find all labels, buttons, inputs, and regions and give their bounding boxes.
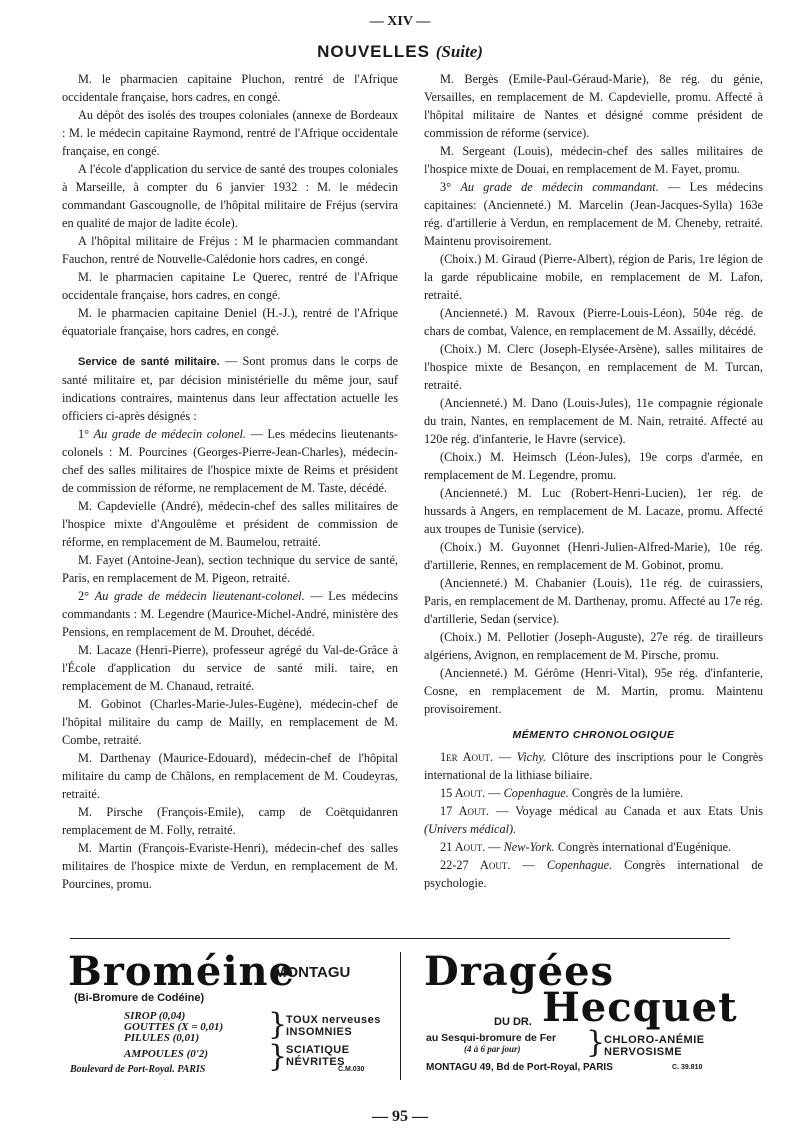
event-date: 1er Aout. — [440, 750, 494, 764]
paragraph-lacaze: M. Lacaze (Henri-Pierre), professeur agrégé du Val-de-Grâce à l'École d'application du service de santé mili. taire, en remplacement de M. Chanaud, retraité. — [62, 643, 398, 693]
grade1-text: — Les médecins lieutenants-colonels : M. Pourcines (Georges-Pierre-Jean-Charles), médecin-chef des salles militaires de l'hospice mixte de Reims et président de commission de réforme, ne remplacement de M. Taste, décédé. — [62, 427, 398, 495]
ad-dragees-brand: Dragées — [424, 948, 615, 995]
ad-divider-vertical — [400, 952, 401, 1080]
memento-event-5: 22-27 Aout. — Copenhague. Congrès international de psychologie. — [424, 858, 764, 890]
ad-dragees-line-2: (4 à 6 par jour) — [464, 1044, 521, 1054]
paragraph-grade-colonel — [62, 425, 398, 497]
paragraph-chabanier: (Ancienneté.) M. Chabanier (Louis), 11e rég. de cuirassiers, Paris, en remplacement de M. Darthenay, promu. Affecté au 17e rég. d'artillerie, Sedan (service). — [424, 576, 763, 626]
paragraph-deniel: M. le pharmacien capitaine Deniel (H.-J.), rentré de l'Afrique équatoriale française, hors cadres, en congé. — [62, 306, 398, 338]
ad-dragees-hecquet — [424, 948, 738, 1078]
paragraph-heimsch: (Choix.) M. Heimsch (Léon-Jules), 19e corps d'armée, en remplacement de M. Legendre, promu. — [424, 450, 763, 482]
paragraph-grade-commandant — [424, 178, 763, 250]
paragraph-berges: M. Bergès (Emile-Paul-Géraud-Marie), 8e rég. du génie, Versailles, en remplacement de M. Capdevielle, promu. Affecté à l'hôpital militaire de Nantes et désigné comme président de commission de réforme (service). — [424, 72, 763, 140]
ad-bromeine-subtitle: (Bi-Bromure de Codéine) — [74, 992, 205, 1004]
ad-dragees-address: MONTAGU 49, Bd de Port-Royal, PARIS — [426, 1062, 613, 1073]
section-intro: — Sont promus dans le corps de santé militaire et, par décision ministérielle du même jour, sauf indications contraires, maintenus dans leur affectation actuelle les officiers ci-après désignés : — [62, 354, 398, 423]
ad-dragees-line-1: au Sesqui-bromure de Fer — [426, 1032, 557, 1044]
ad-bromeine-ampoules: AMPOULES (0'2) — [124, 1048, 209, 1060]
title-main: NOUVELLES — [317, 42, 430, 61]
ad-dragees-code: C. 39.810 — [672, 1064, 703, 1071]
paragraph-luc: (Ancienneté.) M. Luc (Robert-Henri-Lucien), 1er rég. de hussards à Angers, en remplacement de M. Lacaze, promu. Affecté aux troupes de Tunisie (service). — [424, 486, 763, 536]
memento-title: MÉMENTO CHRONOLOGIQUE — [512, 729, 675, 741]
paragraph-frejus: A l'hôpital militaire de Fréjus : M le pharmacien commandant Fauchon, rentré de Nouvelle-Calédonie hors cadres, en congé. — [62, 234, 398, 266]
ad-dragees-brace: } — [586, 1025, 606, 1060]
grade2-text: — Les médecins commandants : M. Legendre (Maurice-Michel-André, ministère des Pensions, en remplacement de M. Drouhet, décédé. — [62, 589, 399, 639]
page-roman-numeral: — XIV — — [369, 14, 431, 29]
paragraph-marseille: A l'école d'application du service de santé des troupes coloniales à Marseille, à compter du 6 janvier 1932 : M. le médecin commandant Gascougnolle, de l'hôpital militaire de Fréjus (servira en qualité de major de ladite école). — [62, 162, 398, 230]
paragraph-dano: (Ancienneté.) M. Dano (Louis-Jules), 11e compagnie régionale du train, Nantes, en remplacement de M. Nain, retraité. Affecté au 120e rég. d'infanterie, le Havre (service). — [424, 396, 763, 446]
paragraph-service-sante — [62, 352, 398, 425]
event-date: 15 Aout. — [440, 786, 486, 800]
ad-bromeine-maker: MONTAGU — [274, 964, 351, 981]
event-suffix: (Univers médical). — [424, 822, 517, 836]
ad-bromeine-use-sciatique: SCIATIQUE — [286, 1044, 350, 1056]
ad-dragees-use-nervosisme: NERVOSISME — [604, 1046, 683, 1058]
paragraph-grade-lt-colonel — [62, 587, 398, 641]
memento-event-4: 21 Aout. — New-York. Congrès international d'Eugénique. — [440, 840, 732, 854]
ad-bromeine-form-2: GOUTTES (X = 0,01) — [124, 1021, 224, 1033]
paragraph-capdevielle: M. Capdevielle (André), médecin-chef des salles militaires de l'hospice mixte d'Angoulême et président de commission de réforme, en remplacement de M. Baumelou, retraité. — [62, 499, 398, 549]
paragraph-clerc: (Choix.) M. Clerc (Joseph-Elysée-Arsène), salles militaires de l'hospice mixte de Besançon, en remplacement de M. Turcan, retraité. — [424, 342, 763, 392]
paragraph-ravoux: (Ancienneté.) M. Ravoux (Pierre-Louis-Léon), 504e rég. de chars de combat, Valence, en remplacement de M. Assailly, décédé. — [424, 306, 763, 338]
ad-bromeine-form-3: PILULES (0,01) — [124, 1032, 200, 1044]
ad-bromeine-code: C.M.030 — [338, 1066, 365, 1073]
grade3-number: 3° — [440, 180, 452, 194]
event-text: Congrès international de psychologie. — [424, 858, 764, 890]
ad-bromeine-use-insomnies: INSOMNIES — [286, 1026, 353, 1038]
right-column — [424, 70, 763, 892]
memento-event-2: 15 Aout. — Copenhague. Congrès de la lumière. — [440, 786, 684, 800]
grade1-number: 1° — [78, 427, 90, 441]
ad-dragees-use-chloro: CHLORO-ANÉMIE — [604, 1034, 705, 1046]
paragraph-martin: M. Martin (François-Evariste-Henri), médecin-chef des salles militaires de l'hospice mixte de Verdun, en remplacement de M. Pourcines, promu. — [62, 841, 398, 891]
event-text: Congrès de la lumière. — [571, 786, 684, 800]
event-text: Clôture des inscriptions pour le Congrès international de la lithiase biliaire. — [424, 750, 764, 782]
ad-bromeine-form-1: SIROP (0,04) — [124, 1010, 186, 1022]
grade3-text: — Les médecins capitaines: (Ancienneté.) M. Marcelin (Jean-Jacques-Sylla) 163e rég. d'artillerie à Verdun, en remplacement de M. Cheneby, retraité. Maintenu provisoirement. — [424, 180, 763, 248]
event-date: 21 Aout. — [440, 840, 486, 854]
paragraph-raymond: Au dépôt des isolés des troupes coloniales (annexe de Bordeaux : M. le médecin capitaine Raymond, rentré de l'Afrique occidentale française, en congé. — [62, 108, 398, 158]
section-title: Service de santé militaire. — [78, 356, 220, 368]
event-place: Vichy. — [516, 750, 547, 764]
event-place: Copenhague. — [503, 786, 569, 800]
paragraph-pellotier: (Choix.) M. Pellotier (Joseph-Auguste), 27e rég. de tirailleurs algériens, Avignon, en remplacement de M. Pirsche, promu. — [424, 630, 763, 662]
paragraph-darthenay: M. Darthenay (Maurice-Edouard), médecin-chef de l'hôpital militaire du camp de Châlons, en remplacement de M. Coudeyras, retraité. — [62, 751, 398, 801]
page-title — [0, 42, 800, 62]
event-place: Copenhague. — [546, 858, 613, 872]
paragraph-gobinot: M. Gobinot (Charles-Marie-Jules-Eugène), médecin-chef de l'hôpital militaire du camp de Mailly, en remplacement de M. Combe, retraité. — [62, 697, 398, 747]
ad-bromeine-brand: Broméine — [68, 948, 296, 995]
event-date: 17 Aout. — [440, 804, 490, 818]
memento-event-1: 1er Aout. — Vichy. Clôture des inscriptions pour le Congrès international de la lithiase biliaire. — [424, 750, 764, 782]
paragraph-giraud: (Choix.) M. Giraud (Pierre-Albert), région de Paris, 1re légion de la garde républicaine mobile, en remplacement de M. Lafon, retraité. — [424, 252, 763, 302]
grade2-number: 2° — [78, 589, 90, 603]
ad-bromeine-brace-2: } — [268, 1039, 288, 1074]
title-suite: (Suite) — [435, 42, 483, 61]
memento-event-3: 17 Aout. — Voyage médical au Canada et aux Etats Unis (Univers médical). — [424, 804, 763, 836]
left-column — [62, 70, 398, 893]
paragraph-sergeant: M. Sergeant (Louis), médecin-chef des salles militaires de l'hospice mixte de Douai, en remplacement de M. Fayet, promu. — [424, 144, 763, 176]
paragraph-le-querec: M. le pharmacien capitaine Le Querec, rentré de l'Afrique occidentale française, hors cadres, en congé. — [62, 270, 398, 302]
ad-bromeine-use-toux: TOUX nerveuses — [286, 1014, 381, 1026]
event-place: New-York. — [503, 840, 555, 854]
event-text: Voyage médical au Canada et aux Etats Unis — [515, 804, 763, 818]
paragraph-fayet: M. Fayet (Antoine-Jean), section technique du service de santé, Paris, en remplacement de M. Pigeon, retraité. — [62, 553, 398, 585]
ad-bromeine-brace-1: } — [268, 1007, 288, 1042]
ad-divider-horizontal — [70, 938, 730, 939]
event-date: 22-27 Aout. — [440, 858, 511, 872]
ad-bromeine-use-nevrites: NÉVRITES — [286, 1056, 346, 1068]
ad-dragees-du-dr: DU DR. — [494, 1016, 532, 1028]
grade3-title: Au grade de médecin commandant. — [460, 180, 659, 194]
grade1-title: Au grade de médecin colonel. — [93, 427, 246, 441]
grade2-title: Au grade de médecin lieutenant-colonel. — [94, 589, 305, 603]
paragraph-guyonnet: (Choix.) M. Guyonnet (Henri-Julien-Alfred-Marie), 10e rég. d'artillerie, Rennes, en remplacement de M. Gobinot, promu. — [424, 540, 763, 572]
paragraph-pluchon: M. le pharmacien capitaine Pluchon, rentré de l'Afrique occidentale française, hors cadres, en congé. — [62, 72, 398, 104]
paragraph-pirsche: M. Pirsche (François-Emile), camp de Coëtquidanren remplacement de M. Folly, retraité. — [62, 805, 398, 837]
paragraph-gerome: (Ancienneté.) M. Gérôme (Henri-Vital), 95e rég. d'infanterie, Cosne, en remplacement de M. Martin, promu. Maintenu provisoirement. — [424, 666, 763, 716]
ad-dragees-brand-hecquet: Hecquet — [542, 984, 738, 1031]
ad-bromeine-address: Boulevard de Port-Royal. PARIS — [70, 1064, 206, 1075]
ad-bromeine — [68, 948, 390, 1078]
page-number: — 95 — — [372, 1108, 428, 1125]
event-text: Congrès international d'Eugénique. — [557, 840, 732, 854]
